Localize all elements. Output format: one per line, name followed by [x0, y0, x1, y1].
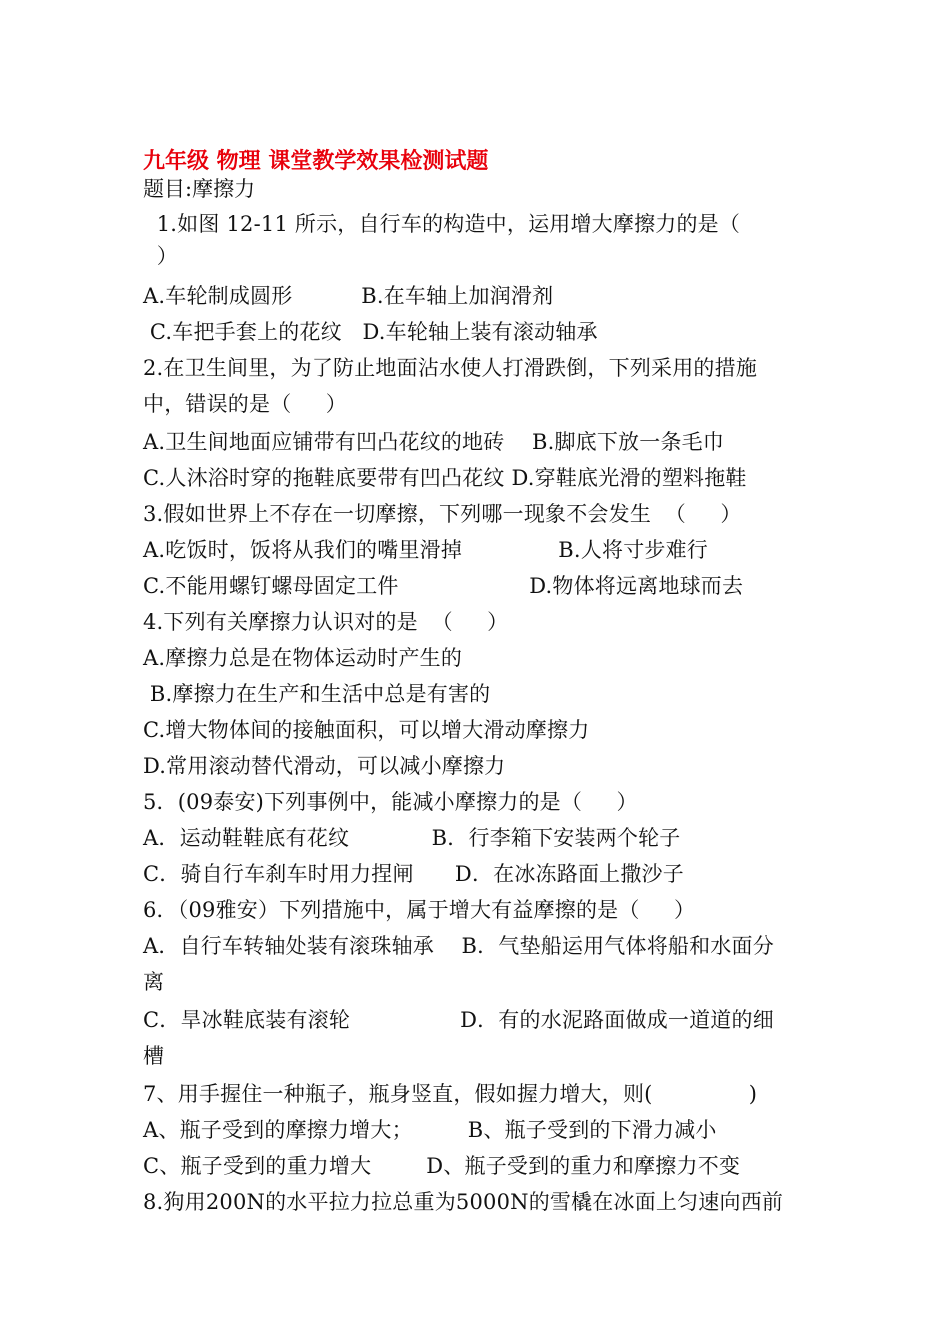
- text-line: 5．(09泰安)下列事例中，能减小摩擦力的是（ ）: [143, 790, 638, 814]
- text-line: 2.在卫生间里，为了防止地面沾水使人打滑跌倒，下列采用的措施: [143, 356, 758, 380]
- text-line: 中，错误的是（ ）: [143, 392, 347, 416]
- page-subtitle: 题目:摩擦力: [143, 177, 256, 201]
- text-line: A.车轮制成圆形 B.在车轴上加润滑剂: [143, 284, 554, 308]
- text-line: C．骑自行车刹车时用力捏闸 D．在冰冻路面上撒沙子: [143, 862, 684, 886]
- text-line: ）: [143, 244, 178, 268]
- text-line: C.不能用螺钉螺母固定工件 D.物体将远离地球而去: [143, 574, 744, 598]
- text-line: A.吃饭时，饭将从我们的嘴里滑掉 B.人将寸步难行: [143, 538, 709, 562]
- page-title: 九年级 物理 课堂教学效果检测试题: [143, 148, 489, 174]
- text-line: 离: [143, 970, 165, 994]
- text-line: 3.假如世界上不存在一切摩擦，下列哪一现象不会发生 （ ）: [143, 502, 742, 526]
- text-line: A.摩擦力总是在物体运动时产生的: [143, 646, 463, 670]
- text-line: 8.狗用200N的水平拉力拉总重为5000N的雪橇在冰面上匀速向西前: [143, 1190, 784, 1214]
- text-line: 4.下列有关摩擦力认识对的是 （ ）: [143, 610, 509, 634]
- text-line: A.卫生间地面应铺带有凹凸花纹的地砖 B.脚底下放一条毛巾: [143, 430, 725, 454]
- text-line: A．自行车转轴处装有滚珠轴承 B．气垫船运用气体将船和水面分: [143, 934, 774, 958]
- text-line: C、瓶子受到的重力增大 D、瓶子受到的重力和摩擦力不变: [143, 1154, 741, 1178]
- text-line: C.车把手套上的花纹 D.车轮轴上装有滚动轴承: [143, 320, 598, 344]
- text-line: A．运动鞋鞋底有花纹 B．行李箱下安装两个轮子: [143, 826, 681, 850]
- text-line: 6．（09雅安）下列措施中，属于增大有益摩擦的是（ ）: [143, 898, 696, 922]
- text-line: B.摩擦力在生产和生活中总是有害的: [143, 682, 491, 706]
- text-line: D.常用滚动替代滑动，可以减小摩擦力: [143, 754, 506, 778]
- text-line: 槽: [143, 1044, 165, 1068]
- text-line: 1.如图 12-11 所示，自行车的构造中，运用增大摩擦力的是（: [143, 212, 741, 236]
- text-line: A、瓶子受到的摩擦力增大； B、瓶子受到的下滑力减小: [143, 1118, 717, 1142]
- text-line: C.人沐浴时穿的拖鞋底要带有凹凸花纹 D.穿鞋底光滑的塑料拖鞋: [143, 466, 747, 490]
- text-line: C．旱冰鞋底装有滚轮 D．有的水泥路面做成一道道的细: [143, 1008, 774, 1032]
- text-line: C.增大物体间的接触面积，可以增大滑动摩擦力: [143, 718, 590, 742]
- text-line: 7、用手握住一种瓶子，瓶身竖直，假如握力增大，则( ): [143, 1082, 758, 1106]
